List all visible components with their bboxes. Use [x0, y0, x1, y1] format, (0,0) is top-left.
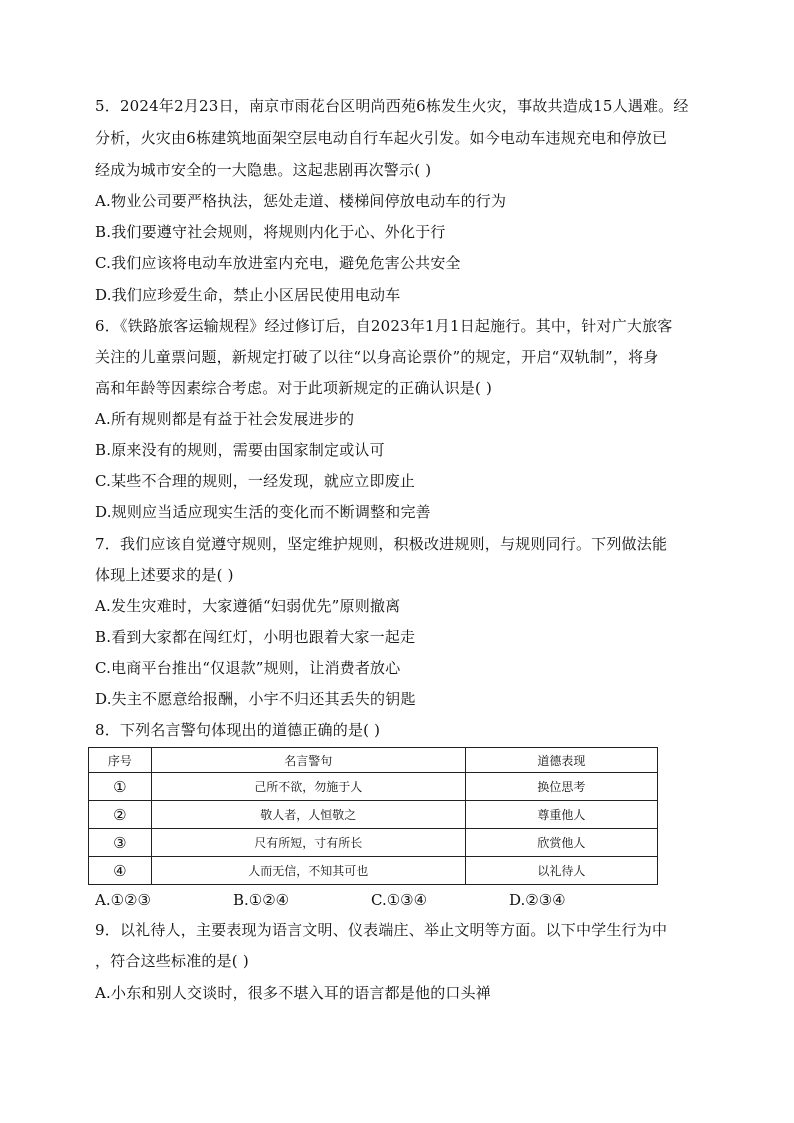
q6-stem-line-3: 高和年龄等因素综合考虑。对于此项新规定的正确认识是( )	[95, 379, 493, 397]
q5-option-d: D.我们应珍爱生命，禁止小区居民使用电动车	[95, 286, 401, 304]
q6-option-b: B.原来没有的规则，需要由国家制定或认可	[95, 441, 385, 459]
q6-option-d: D.规则应当适应现实生活的变化而不断调整和完善	[95, 503, 431, 521]
table-cell-quote: 己所不欲，勿施于人	[151, 773, 465, 801]
q7-stem-line-2: 体现上述要求的是( )	[95, 566, 234, 584]
q9-option-a: A.小东和别人交谈时，很多不堪入耳的语言都是他的口头禅	[95, 984, 492, 1002]
table-cell-index: ④	[89, 857, 152, 885]
table-cell-quote: 尺有所短，寸有所长	[151, 829, 465, 857]
q8-option-b: B.①②④	[233, 891, 290, 909]
q8-quote-table	[88, 747, 658, 885]
table-cell-index: ①	[89, 773, 152, 801]
table-cell-morality: 以礼待人	[465, 857, 657, 885]
table-header-morality: 道德表现	[465, 748, 657, 773]
table-header-quote: 名言警句	[151, 748, 465, 773]
q9-stem-line-1: 9．以礼待人，主要表现为语言文明、仪表端庄、举止文明等方面。以下中学生行为中	[95, 921, 668, 939]
q9-stem-line-2: ，符合这些标准的是( )	[95, 952, 249, 970]
q7-stem-line-1: 7．我们应该自觉遵守规则，坚定维护规则，积极改进规则，与规则同行。下列做法能	[95, 535, 668, 553]
table-row	[89, 829, 658, 857]
q8-option-a: A.①②③	[95, 891, 151, 909]
q6-stem-line-1: 6．《铁路旅客运输规程》经过修订后，自2023年1月1日起施行。其中，针对广大旅客	[95, 317, 673, 335]
table-header-index: 序号	[89, 748, 152, 773]
q7-option-c: C.电商平台推出“仅退款”规则，让消费者放心	[95, 659, 401, 677]
q5-stem-line-2: 分析，火灾由6栋建筑地面架空层电动自行车起火引发。如今电动车违规充电和停放已	[95, 129, 668, 147]
q5-option-a: A.物业公司要严格执法，惩处走道、楼梯间停放电动车的行为	[95, 192, 507, 210]
q7-option-a: A.发生灾难时，大家遵循“妇弱优先”原则撤离	[95, 597, 401, 615]
q7-option-b: B.看到大家都在闯红灯，小明也跟着大家一起走	[95, 628, 416, 646]
q8-option-d: D.②③④	[509, 891, 566, 909]
table-row	[89, 773, 658, 801]
q5-stem-line-3: 经成为城市安全的一大隐患。这起悲剧再次警示( )	[95, 161, 432, 179]
q8-stem: 8．下列名言警句体现出的道德正确的是( )	[95, 721, 381, 739]
table-cell-morality: 换位思考	[465, 773, 657, 801]
table-row	[89, 801, 658, 829]
q5-option-c: C.我们应该将电动车放进室内充电，避免危害公共安全	[95, 254, 461, 272]
table-cell-index: ②	[89, 801, 152, 829]
q8-option-c: C.①③④	[371, 891, 428, 909]
table-header-row	[89, 748, 658, 773]
table-cell-quote: 敬人者，人恒敬之	[151, 801, 465, 829]
table-cell-quote: 人而无信，不知其可也	[151, 857, 465, 885]
q6-option-a: A.所有规则都是有益于社会发展进步的	[95, 410, 355, 428]
q6-stem-line-2: 关注的儿童票问题，新规定打破了以往“以身高论票价”的规定，开启“双轨制”，将身	[95, 348, 659, 366]
q6-option-c: C.某些不合理的规则，一经发现，就应立即废止	[95, 472, 416, 490]
table-cell-morality: 尊重他人	[465, 801, 657, 829]
q7-option-d: D.失主不愿意给报酬，小宇不归还其丢失的钥匙	[95, 690, 416, 708]
q5-option-b: B.我们要遵守社会规则，将规则内化于心、外化于行	[95, 223, 446, 241]
q5-stem-line-1: 5．2024年2月23日，南京市雨花台区明尚西苑6栋发生火灾，事故共造成15人遇难。经	[95, 97, 689, 115]
table-cell-index: ③	[89, 829, 152, 857]
table-cell-morality: 欣赏他人	[465, 829, 657, 857]
table-row	[89, 857, 658, 885]
